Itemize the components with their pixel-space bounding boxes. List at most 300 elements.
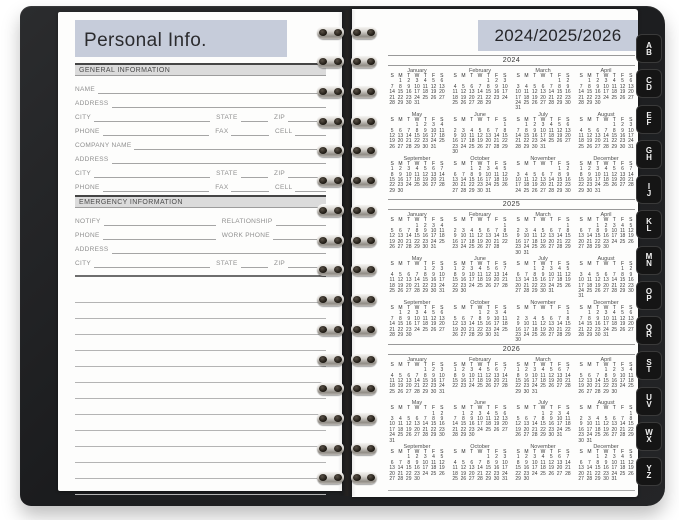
day-number: 27 [523, 432, 530, 439]
mini-month [514, 212, 572, 256]
day-number: 22 [452, 383, 458, 390]
day-number: 17 [531, 465, 538, 472]
weekday-header: S [503, 116, 507, 123]
day-number: 17 [548, 277, 555, 284]
weekday-header: M [524, 449, 529, 456]
day-number: 8 [588, 83, 591, 90]
weekday-header: T [596, 116, 600, 123]
day-number: 3 [390, 416, 394, 423]
day-number: 5 [432, 310, 435, 317]
day-number: 10 [405, 171, 412, 178]
month-name: August [597, 111, 615, 118]
weekday-header: M [524, 261, 529, 268]
coil-hole [367, 266, 375, 273]
day-number: 13 [578, 233, 584, 240]
weekday-header: F [558, 261, 562, 268]
day-number: 10 [556, 416, 563, 423]
weekday-header: W [477, 449, 483, 456]
day-number: 6 [525, 416, 528, 423]
day-number: 9 [423, 228, 427, 234]
mini-month [388, 112, 446, 156]
weekday-header: T [423, 217, 427, 224]
day-number: 12 [619, 315, 626, 322]
day-number: 1 [533, 266, 537, 273]
day-number: 21 [452, 426, 458, 433]
mini-month [577, 444, 635, 488]
day-number: 8 [629, 416, 633, 423]
day-number: 8 [516, 459, 520, 466]
day-number: 24 [460, 143, 467, 150]
day-number: 8 [604, 372, 608, 379]
day-number: 6 [407, 271, 411, 278]
day-number: 8 [407, 459, 411, 466]
day-number: 22 [422, 282, 429, 289]
day-number: 29 [628, 432, 634, 439]
day-number: 14 [603, 133, 609, 140]
weekday-header: S [516, 160, 520, 167]
day-number: 22 [586, 326, 593, 333]
day-number: 3 [440, 367, 444, 374]
day-number: 11 [452, 465, 458, 472]
tab-letter: O [645, 287, 653, 297]
day-number: 17 [468, 277, 475, 284]
mini-month [451, 156, 509, 200]
day-number: 14 [477, 465, 483, 472]
day-number: 22 [619, 282, 626, 289]
weekday-header: W [540, 217, 546, 224]
coil-loop [317, 55, 344, 68]
field-line [134, 148, 326, 150]
section-header: GENERAL INFORMATION [75, 63, 326, 76]
day-number: 14 [565, 372, 571, 379]
weekday-header: S [453, 304, 457, 311]
month-name: January [407, 68, 427, 74]
month-name: May [411, 111, 423, 118]
day-number: 20 [619, 176, 626, 183]
day-number: 7 [558, 228, 561, 234]
day-number: 18 [628, 377, 634, 384]
day-number: 11 [485, 416, 491, 423]
day-number: 7 [588, 459, 591, 466]
day-number: 25 [502, 326, 508, 333]
weekday-header: T [407, 261, 411, 268]
day-number: 17 [603, 89, 609, 96]
coil-ring [317, 442, 377, 455]
ruled-line [75, 287, 326, 303]
month-name: August [597, 400, 615, 407]
day-number: 13 [565, 127, 571, 134]
day-number: 6 [399, 127, 402, 134]
weekday-header: M [398, 361, 403, 368]
day-number: 29 [468, 187, 475, 194]
day-number: 26 [460, 100, 467, 107]
day-number: 30 [414, 476, 420, 483]
coil-loop [317, 204, 344, 217]
day-number: 14 [578, 89, 584, 96]
day-number: 3 [558, 410, 561, 417]
field-label: PHONE [75, 128, 100, 135]
day-number: 8 [596, 228, 600, 234]
index-tab [636, 140, 662, 169]
day-number: 15 [565, 233, 571, 240]
day-number: 5 [390, 127, 394, 134]
day-number: 1 [423, 367, 427, 374]
month-grid [388, 306, 446, 338]
weekday-header: F [432, 160, 436, 167]
day-number: 23 [460, 383, 467, 390]
day-number: 18 [468, 138, 475, 145]
day-number: 8 [503, 127, 507, 134]
weekday-header: M [398, 261, 403, 268]
day-number: 13 [405, 277, 412, 284]
weekday-header: S [579, 304, 583, 311]
day-number: 12 [548, 372, 555, 379]
day-number: 9 [579, 421, 583, 428]
weekday-header: W [603, 217, 609, 224]
day-number: 30 [603, 476, 609, 483]
weekday-header: S [390, 116, 394, 123]
day-number: 8 [566, 315, 570, 322]
day-number: 3 [629, 122, 633, 129]
mini-month [388, 300, 446, 344]
day-number: 8 [558, 83, 561, 90]
weekday-header: T [407, 73, 411, 79]
day-number: 30 [548, 432, 555, 439]
day-number: 8 [390, 171, 394, 178]
tab-letter: Y [646, 463, 652, 473]
day-number: 16 [460, 277, 467, 284]
day-number: 5 [486, 266, 490, 273]
day-number: 29 [531, 288, 538, 295]
day-number: 10 [594, 171, 601, 178]
day-number: 1 [516, 454, 520, 461]
day-number: 13 [493, 271, 500, 278]
weekday-header: F [495, 160, 499, 167]
weekday-header: S [503, 217, 507, 224]
day-number: 31 [540, 143, 546, 150]
day-number: 21 [477, 94, 483, 101]
weekday-header: T [423, 405, 427, 412]
day-number: 3 [440, 266, 444, 273]
day-number: 6 [407, 372, 411, 379]
day-number: 16 [452, 238, 458, 245]
day-number: 8 [486, 459, 490, 466]
coil-loop [317, 323, 344, 336]
day-number: 6 [629, 310, 633, 317]
day-number: 5 [533, 83, 537, 90]
weekday-header: M [587, 361, 592, 368]
day-number: 6 [558, 367, 561, 374]
day-number: 13 [628, 315, 634, 322]
day-number: 28 [586, 476, 593, 483]
form-row [75, 150, 326, 164]
weekday-header: S [516, 116, 520, 123]
month-name: April [600, 212, 612, 219]
tab-letter: V [646, 400, 652, 409]
day-number: 26 [493, 426, 500, 433]
day-number: 1 [541, 410, 545, 417]
day-number: 2 [541, 266, 545, 273]
field-line [104, 224, 216, 226]
weekday-header: W [414, 116, 420, 123]
day-number: 2 [612, 367, 616, 374]
coil-hole [367, 326, 375, 333]
weekday-header: S [440, 73, 444, 79]
day-number: 8 [541, 416, 545, 423]
weekday-header: F [621, 361, 625, 368]
day-number: 10 [422, 459, 429, 466]
field-label: ADDRESS [75, 246, 109, 253]
day-number: 3 [596, 166, 600, 173]
day-number: 7 [423, 416, 427, 423]
day-number: 10 [628, 127, 634, 134]
day-number: 6 [558, 454, 561, 461]
day-number: 12 [556, 127, 563, 134]
day-number: 19 [540, 326, 546, 333]
day-number: 13 [523, 421, 530, 428]
day-number: 1 [462, 410, 465, 417]
day-number: 20 [540, 94, 546, 101]
day-number: 15 [468, 176, 475, 183]
day-number: 18 [586, 282, 593, 289]
day-number: 25 [531, 244, 538, 251]
month-name: October [470, 299, 490, 306]
day-number: 18 [603, 176, 609, 183]
day-number: 14 [397, 465, 404, 472]
day-number: 19 [628, 233, 634, 240]
day-number: 27 [548, 331, 555, 338]
day-number: 25 [452, 100, 458, 107]
form-field [75, 156, 326, 164]
day-number: 12 [502, 171, 508, 178]
field-label: FAX [215, 128, 229, 135]
day-number: 9 [549, 416, 553, 423]
year-label: 2026 [388, 345, 635, 355]
day-number: 27 [628, 94, 634, 101]
tab-letter: B [646, 47, 652, 57]
day-number: 18 [531, 238, 538, 245]
day-number: 28 [460, 187, 467, 194]
index-tab [636, 105, 662, 134]
day-number: 24 [485, 182, 492, 189]
weekday-header: F [495, 261, 499, 268]
weekday-header: S [579, 449, 583, 456]
form-row [75, 108, 326, 122]
day-number: 28 [493, 244, 500, 251]
day-number: 16 [565, 89, 571, 96]
months-grid [388, 357, 635, 488]
weekday-header: T [612, 361, 616, 368]
day-number: 23 [468, 426, 475, 433]
day-number: 31 [523, 249, 530, 256]
weekday-header: S [390, 405, 394, 412]
coil-hole [319, 326, 327, 333]
field-line [112, 162, 326, 164]
day-number: 15 [389, 176, 395, 183]
day-number: 21 [578, 94, 584, 101]
coil-hole [353, 29, 361, 36]
day-number: 4 [579, 127, 583, 134]
month-name: March [535, 212, 551, 219]
day-number: 21 [477, 470, 483, 477]
day-number: 22 [452, 282, 458, 289]
day-number: 19 [452, 326, 458, 333]
day-number: 25 [611, 94, 618, 101]
day-number: 11 [556, 271, 563, 278]
day-number: 23 [548, 426, 555, 433]
day-number: 24 [603, 326, 609, 333]
day-number: 18 [578, 138, 584, 145]
day-number: 19 [430, 321, 437, 328]
day-number: 5 [399, 271, 402, 278]
field-label: STATE [216, 170, 238, 177]
day-number: 14 [439, 171, 445, 178]
mini-month [514, 400, 572, 444]
weekday-header: S [503, 304, 507, 311]
day-number: 10 [414, 83, 420, 90]
day-number: 6 [440, 78, 444, 85]
day-number: 19 [548, 465, 555, 472]
weekday-header: W [603, 73, 609, 79]
tab-letter: N [646, 259, 652, 268]
form-field [75, 142, 326, 150]
day-number: 6 [541, 83, 545, 90]
weekday-header: S [566, 217, 570, 224]
day-number: 23 [586, 182, 593, 189]
mini-month [514, 300, 572, 344]
coil-hole [319, 445, 327, 452]
form-field [215, 128, 269, 136]
day-number: 17 [515, 94, 521, 101]
day-number: 16 [414, 465, 420, 472]
day-number: 13 [586, 377, 593, 384]
day-number: 3 [415, 78, 419, 85]
weekday-header: W [414, 405, 420, 412]
day-number: 7 [470, 315, 474, 322]
field-label: CITY [75, 114, 92, 121]
coil-loop [317, 26, 344, 39]
day-number: 16 [523, 465, 530, 472]
tab-letter: C [646, 75, 652, 85]
weekday-header: T [533, 304, 537, 311]
day-number: 16 [397, 176, 404, 183]
day-number: 14 [460, 176, 467, 183]
coil-loop [351, 115, 378, 128]
form-field [216, 260, 268, 268]
mini-month [388, 256, 446, 300]
day-number: 5 [541, 315, 545, 322]
weekday-header: S [579, 361, 583, 368]
weekday-header: M [587, 304, 592, 311]
weekday-header: M [587, 217, 592, 224]
coil-hole [319, 147, 327, 154]
ruled-line [75, 399, 326, 415]
index-tab [636, 316, 662, 345]
day-number: 30 [452, 149, 458, 156]
day-number: 13 [540, 176, 546, 183]
weekday-header: W [477, 261, 483, 268]
day-number: 27 [540, 187, 546, 194]
day-number: 9 [453, 133, 457, 140]
day-number: 26 [548, 383, 555, 390]
day-number: 18 [523, 94, 530, 101]
weekday-header: T [533, 261, 537, 268]
day-number: 24 [531, 383, 538, 390]
day-number: 29 [523, 143, 530, 150]
day-number: 9 [612, 372, 616, 379]
day-number: 14 [548, 89, 555, 96]
day-number: 18 [485, 421, 492, 428]
tab-letter: W [645, 428, 653, 438]
mini-month [577, 156, 635, 200]
day-number: 23 [565, 182, 571, 189]
weekday-header: T [533, 405, 537, 412]
day-number: 15 [477, 321, 483, 328]
weekday-header: M [524, 361, 529, 368]
day-number: 11 [389, 277, 395, 284]
day-number: 17 [414, 321, 420, 328]
weekday-header: M [398, 304, 403, 311]
coil-hole [367, 356, 375, 363]
day-number: 3 [516, 171, 520, 178]
day-number: 17 [430, 233, 437, 240]
day-number: 24 [556, 426, 563, 433]
weekday-header: T [533, 217, 537, 224]
day-number: 14 [531, 421, 538, 428]
tab-letter: R [646, 329, 652, 339]
weekday-header: T [486, 160, 490, 167]
weekday-header: W [603, 116, 609, 123]
day-number: 15 [531, 277, 538, 284]
year-block [388, 55, 635, 199]
day-number: 25 [477, 383, 483, 390]
field-label: PHONE [75, 232, 100, 239]
coil-hole [353, 326, 361, 333]
day-number: 18 [594, 426, 601, 433]
day-number: 25 [578, 143, 584, 150]
day-number: 1 [596, 454, 600, 461]
day-number: 13 [485, 133, 492, 140]
day-number: 28 [439, 182, 445, 189]
day-number: 3 [503, 78, 507, 85]
coil-hole [319, 266, 327, 273]
weekday-header: M [461, 217, 466, 224]
day-number: 13 [603, 277, 609, 284]
weekday-header: T [423, 304, 427, 311]
day-number: 21 [468, 326, 475, 333]
day-number: 23 [485, 326, 492, 333]
day-number: 26 [477, 244, 483, 251]
day-number: 24 [628, 138, 634, 145]
day-number: 1 [621, 266, 624, 273]
day-number: 4 [390, 372, 394, 379]
day-number: 19 [477, 138, 483, 145]
day-number: 12 [485, 372, 492, 379]
day-number: 19 [531, 94, 538, 101]
month-grid [388, 406, 446, 444]
day-number: 29 [422, 388, 429, 395]
month-name: October [470, 444, 490, 451]
weekday-header: S [516, 217, 520, 224]
day-number: 20 [578, 470, 584, 477]
form-field [75, 114, 210, 122]
weekday-header: S [453, 116, 457, 123]
day-number: 26 [628, 238, 634, 245]
day-number: 3 [495, 310, 498, 317]
day-number: 5 [533, 171, 537, 178]
day-number: 13 [460, 321, 467, 328]
day-number: 20 [468, 94, 475, 101]
